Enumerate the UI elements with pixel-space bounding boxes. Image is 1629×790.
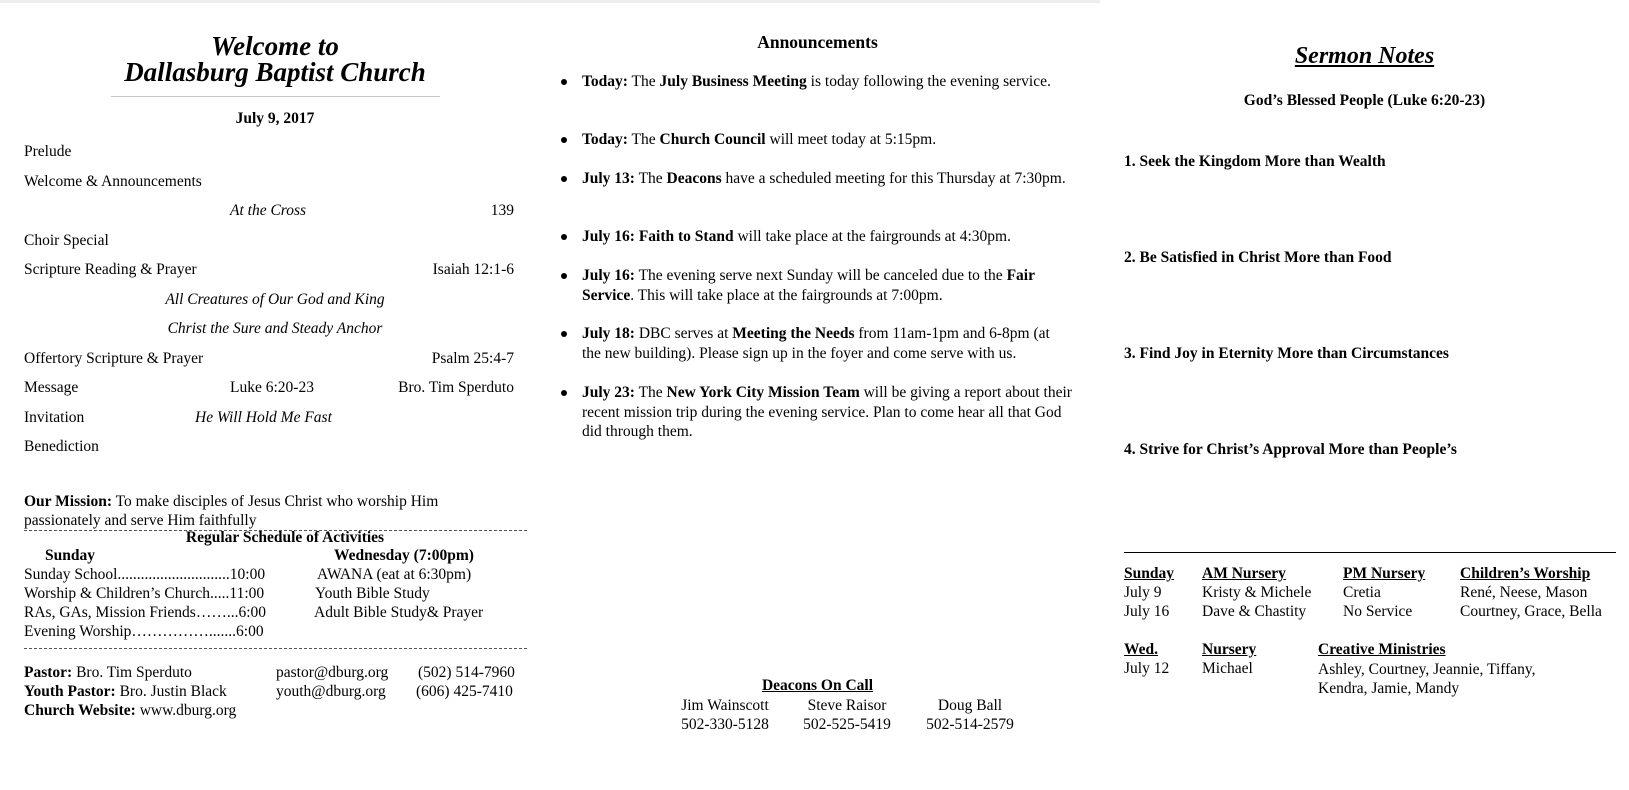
nursery-divider	[1124, 552, 1616, 553]
announcement-emphasis: Meeting the Needs	[732, 325, 855, 342]
offertory-reference: Psalm 25:4-7	[431, 350, 514, 367]
choir-special: Choir Special	[24, 232, 109, 249]
wed-header: Creative Ministries	[1318, 641, 1446, 658]
bullet-icon	[561, 176, 567, 182]
nursery-header: AM Nursery	[1202, 565, 1286, 582]
announcement-item	[582, 227, 1072, 247]
announcement-text	[582, 267, 1035, 304]
sermon-notes-title: Sermon Notes	[1294, 43, 1435, 69]
order-of-service-panel	[0, 0, 540, 790]
announcements-panel	[540, 0, 1080, 790]
announcement-text	[582, 73, 1051, 90]
missions-time: RAs, GAs, Mission Friends……...6:00	[24, 604, 266, 621]
wed-cell: Michael	[1202, 660, 1253, 677]
bullet-icon	[561, 234, 567, 240]
bullet-icon	[561, 390, 567, 396]
invitation-label: Invitation	[24, 409, 85, 426]
nursery-cell: Dave & Chastity	[1202, 603, 1307, 620]
offertory-label: Offertory Scripture & Prayer	[24, 350, 204, 367]
evening-worship-time: Evening Worship…………….......6:00	[24, 623, 264, 640]
announcement-run: will be giving a report about their recent mission trip during the evening service. Plan to come hear all that God did through them.	[582, 384, 1072, 440]
benediction: Benediction	[24, 438, 99, 455]
scripture-reference: Isaiah 12:1-6	[432, 261, 514, 278]
sunday-school-time: Sunday School.............................10:00	[24, 566, 266, 583]
sunday-heading: Sunday	[45, 547, 95, 564]
announcement-run: The	[634, 384, 667, 401]
announcement-run: The	[634, 170, 667, 187]
youth-pastor-name: Bro. Justin Black	[115, 683, 227, 700]
wed-cell: Ashley, Courtney, Jeannie, Tiffany, Kendra, Jamie, Mandy	[1318, 661, 1536, 697]
nursery-cell: Cretia	[1343, 584, 1381, 601]
announcement-emphasis: Today:	[582, 131, 628, 148]
pastor-phone: (502) 514-7960	[418, 664, 515, 681]
worship-time: Worship & Children’s Church.....11:00	[24, 585, 265, 602]
nursery-cell: July 16	[1124, 603, 1170, 620]
song-all-creatures: All Creatures of Our God and King	[165, 291, 385, 308]
pastor-line	[24, 664, 192, 682]
schedule-bottom-divider	[24, 648, 527, 649]
deacon-name: Doug Ball	[937, 697, 1003, 714]
invitation-song: He Will Hold Me Fast	[195, 409, 332, 426]
announcement-run: The	[627, 131, 660, 148]
announcement-run: The evening serve next Sunday will be canceled due to the	[634, 267, 1007, 284]
hymn-number: 139	[490, 202, 514, 219]
welcome-line-1: Welcome to	[211, 31, 339, 61]
announcement-emphasis: New York City Mission Team	[666, 384, 860, 401]
wed-header: Wed.	[1124, 641, 1159, 658]
mission-label: Our Mission:	[24, 493, 112, 510]
deacon-name: Jim Wainscott	[681, 697, 769, 714]
nursery-header: Children’s Worship	[1460, 565, 1591, 582]
announcement-run: have a scheduled meeting for this Thursday at 7:30pm.	[721, 170, 1066, 187]
sermon-subtitle: God’s Blessed People (Luke 6:20-23)	[1243, 92, 1486, 109]
announcement-text	[582, 170, 1066, 187]
sermon-point: 1. Seek the Kingdom More than Wealth	[1124, 153, 1386, 170]
announcement-run: DBC serves at	[634, 325, 733, 342]
welcome-announcements: Welcome & Announcements	[24, 173, 202, 190]
youth-phone: (606) 425-7410	[416, 683, 513, 700]
mission-text: To make disciples of Jesus Christ who worship Him passionately and serve Him faithfully	[24, 493, 439, 529]
nursery-cell: Courtney, Grace, Bella	[1460, 603, 1602, 620]
announcements-title: Announcements	[757, 32, 878, 52]
bullet-icon	[561, 137, 567, 143]
announcement-text	[582, 384, 1072, 440]
schedule-title: Regular Schedule of Activities	[185, 529, 385, 546]
church-name: Dallasburg Baptist Church	[124, 57, 426, 87]
announcement-emphasis: July 13:	[582, 170, 635, 187]
adult-bible-study-item: Adult Bible Study& Prayer	[314, 604, 484, 621]
scripture-reading-label: Scripture Reading & Prayer	[24, 261, 197, 278]
announcement-emphasis: Church Council	[659, 131, 766, 148]
message-speaker: Bro. Tim Sperduto	[398, 379, 514, 396]
announcement-emphasis: Today:	[582, 73, 628, 90]
pastor-label: Pastor:	[24, 664, 73, 681]
title-divider	[111, 96, 440, 97]
nursery-header: PM Nursery	[1343, 565, 1426, 582]
announcement-item	[582, 324, 1072, 363]
website-label: Church Website:	[24, 702, 136, 719]
deacon-name: Steve Raisor	[807, 697, 887, 714]
song-christ-anchor: Christ the Sure and Steady Anchor	[167, 320, 383, 337]
announcement-item	[582, 72, 1072, 92]
announcement-run: will take place at the fairgrounds at 4:30pm.	[733, 228, 1011, 245]
announcement-emphasis: July 16: Faith to Stand	[582, 228, 734, 245]
message-reference: Luke 6:20-23	[230, 379, 314, 396]
bullet-icon	[561, 273, 567, 279]
nursery-header: Sunday	[1124, 565, 1174, 582]
announcement-item	[582, 383, 1072, 442]
announcement-run: The	[627, 73, 660, 90]
announcement-item	[582, 266, 1072, 305]
sermon-point: 3. Find Joy in Eternity More than Circumstances	[1124, 345, 1449, 362]
prelude: Prelude	[24, 143, 72, 160]
nursery-cell: Kristy & Michele	[1202, 584, 1312, 601]
announcement-run: from 11am-1pm and 6-8pm (at the new building). Please sign up in the foyer and come serve with us.	[582, 325, 1050, 362]
website-url[interactable]: www.dburg.org	[135, 702, 237, 719]
youth-pastor-line	[24, 683, 227, 701]
hymn-at-the-cross: At the Cross	[230, 202, 307, 219]
announcement-run: is today following the evening service.	[806, 73, 1051, 90]
announcement-text	[582, 131, 936, 148]
announcement-emphasis: July 23:	[582, 384, 635, 401]
pastor-email[interactable]: pastor@dburg.org	[276, 664, 389, 681]
announcement-emphasis: July Business Meeting	[659, 73, 807, 90]
wednesday-heading: Wednesday (7:00pm)	[334, 547, 474, 564]
youth-pastor-label: Youth Pastor:	[24, 683, 116, 700]
deacon-phone: 502-330-5128	[681, 716, 769, 733]
announcement-emphasis: Deacons	[666, 170, 722, 187]
sermon-point: 4. Strive for Christ’s Approval More than People’s	[1124, 441, 1457, 458]
wed-header: Nursery	[1202, 641, 1257, 658]
announcement-text	[582, 325, 1050, 362]
mission-statement	[24, 492, 494, 530]
pastor-name: Bro. Tim Sperduto	[72, 664, 192, 681]
nursery-cell: July 9	[1124, 584, 1162, 601]
announcement-run: will meet today at 5:15pm.	[765, 131, 937, 148]
nursery-cell: No Service	[1343, 603, 1413, 620]
announcement-item	[582, 130, 1072, 150]
nursery-cell: René, Neese, Mason	[1460, 584, 1588, 601]
deacons-title: Deacons On Call	[761, 677, 874, 694]
announcement-emphasis: July 16:	[582, 267, 635, 284]
bullet-icon	[561, 331, 567, 337]
website-line	[24, 702, 236, 720]
announcement-run: . This will take place at the fairgrounds at 7:00pm.	[630, 286, 943, 304]
youth-email[interactable]: youth@dburg.org	[276, 683, 386, 700]
wed-cell: July 12	[1124, 660, 1170, 677]
deacon-phone: 502-514-2579	[926, 716, 1014, 733]
message-label: Message	[24, 379, 79, 396]
announcement-text	[582, 228, 1011, 245]
announcement-emphasis: Fair Service	[582, 267, 1035, 304]
sermon-point: 2. Be Satisfied in Christ More than Food	[1124, 249, 1392, 266]
awana-item: AWANA (eat at 6:30pm)	[317, 566, 472, 583]
sermon-notes-panel	[1100, 0, 1629, 790]
announcement-item	[582, 169, 1072, 189]
youth-bible-study-item: Youth Bible Study	[315, 585, 430, 602]
service-date: July 9, 2017	[235, 110, 315, 127]
deacon-phone: 502-525-5419	[803, 716, 891, 733]
announcement-emphasis: July 18:	[582, 325, 635, 342]
bullet-icon	[561, 79, 567, 85]
